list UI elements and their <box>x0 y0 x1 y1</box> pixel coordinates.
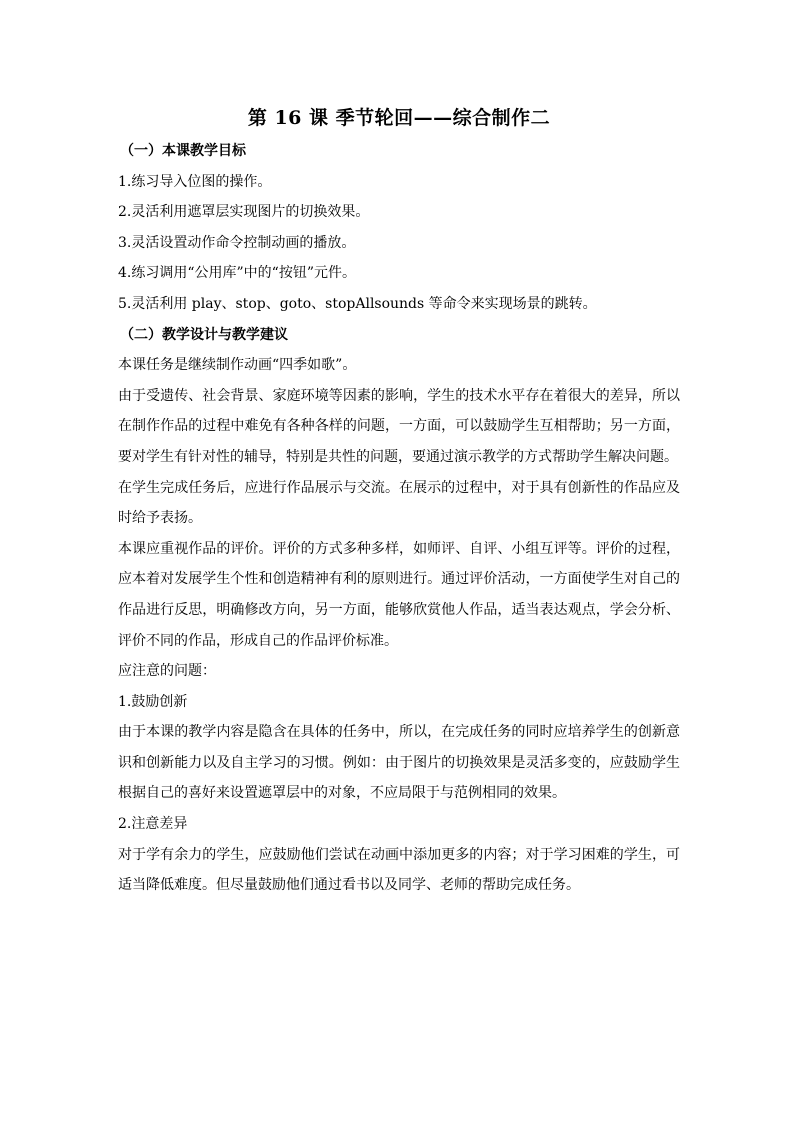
objective-item-2: 2.灵活利用遮罩层实现图片的切换效果。 <box>118 204 370 221</box>
objective-item-1: 1.练习导入位图的操作。 <box>118 173 272 190</box>
paragraph-differences: 由于受遗传、社会背景、家庭环境等因素的影响，学生的技术水平存在着很大的差异，所以在制作作品的过程中难免有各种各样的问题，一方面，可以鼓励学生互相帮助；另一方面，要对学生有针对性的辅导，特别是共性的问题，要通过演示教学的方式帮助学生解决问题。 <box>118 387 680 465</box>
section-heading-design: （二）教学设计与教学建议 <box>120 326 288 343</box>
paragraph-showcase: 在学生完成任务后，应进行作品展示与交流。在展示的过程中，对于具有创新性的作品应及时给予表扬。 <box>118 479 680 527</box>
paragraph-point-2-heading: 2.注意差异 <box>118 816 188 833</box>
section-heading-objectives: （一）本课教学目标 <box>120 143 246 159</box>
page-title: 第 16 课 季节轮回——综合制作二 <box>247 107 551 129</box>
paragraph-task: 本课任务是继续制作动画“四季如歌”。 <box>118 357 357 374</box>
paragraph-evaluation: 本课应重视作品的评价。评价的方式多种多样，如师评、自评、小组互评等。评价的过程，应本着对发展学生个性和创造精神有利的原则进行。通过评价活动，一方面使学生对自己的作品进行反思，明确修改方向，另一方面，能够欣赏他人作品，适当表达观点，学会分析、评价不同的作品，形成自己的作品评价标准。 <box>118 540 680 649</box>
objective-item-3: 3.灵活设置动作命令控制动画的播放。 <box>118 234 356 251</box>
paragraph-innovation: 由于本课的教学内容是隐含在具体的任务中，所以，在完成任务的同时应培养学生的创新意识和创新能力以及自主学习的习惯。例如：由于图片的切换效果是灵活多变的，应鼓励学生根据自己的喜好来设置遮罩层中的对象，不应局限于与范例相同的效果。 <box>118 724 680 802</box>
paragraph-differentiation: 对于学有余力的学生，应鼓励他们尝试在动画中添加更多的内容；对于学习困难的学生，可适当降低难度。但尽量鼓励他们通过看书以及同学、老师的帮助完成任务。 <box>118 846 680 894</box>
paragraph-notes-heading: 应注意的问题： <box>118 663 216 680</box>
objective-item-5: 5.灵活利用 play、stop、goto、stopAllsounds 等命令来实现场景的跳转。 <box>118 295 597 312</box>
paragraph-point-1-heading: 1.鼓励创新 <box>118 693 188 710</box>
objective-item-4: 4.练习调用“公用库”中的“按钮”元件。 <box>118 265 356 282</box>
document-page <box>118 100 680 901</box>
